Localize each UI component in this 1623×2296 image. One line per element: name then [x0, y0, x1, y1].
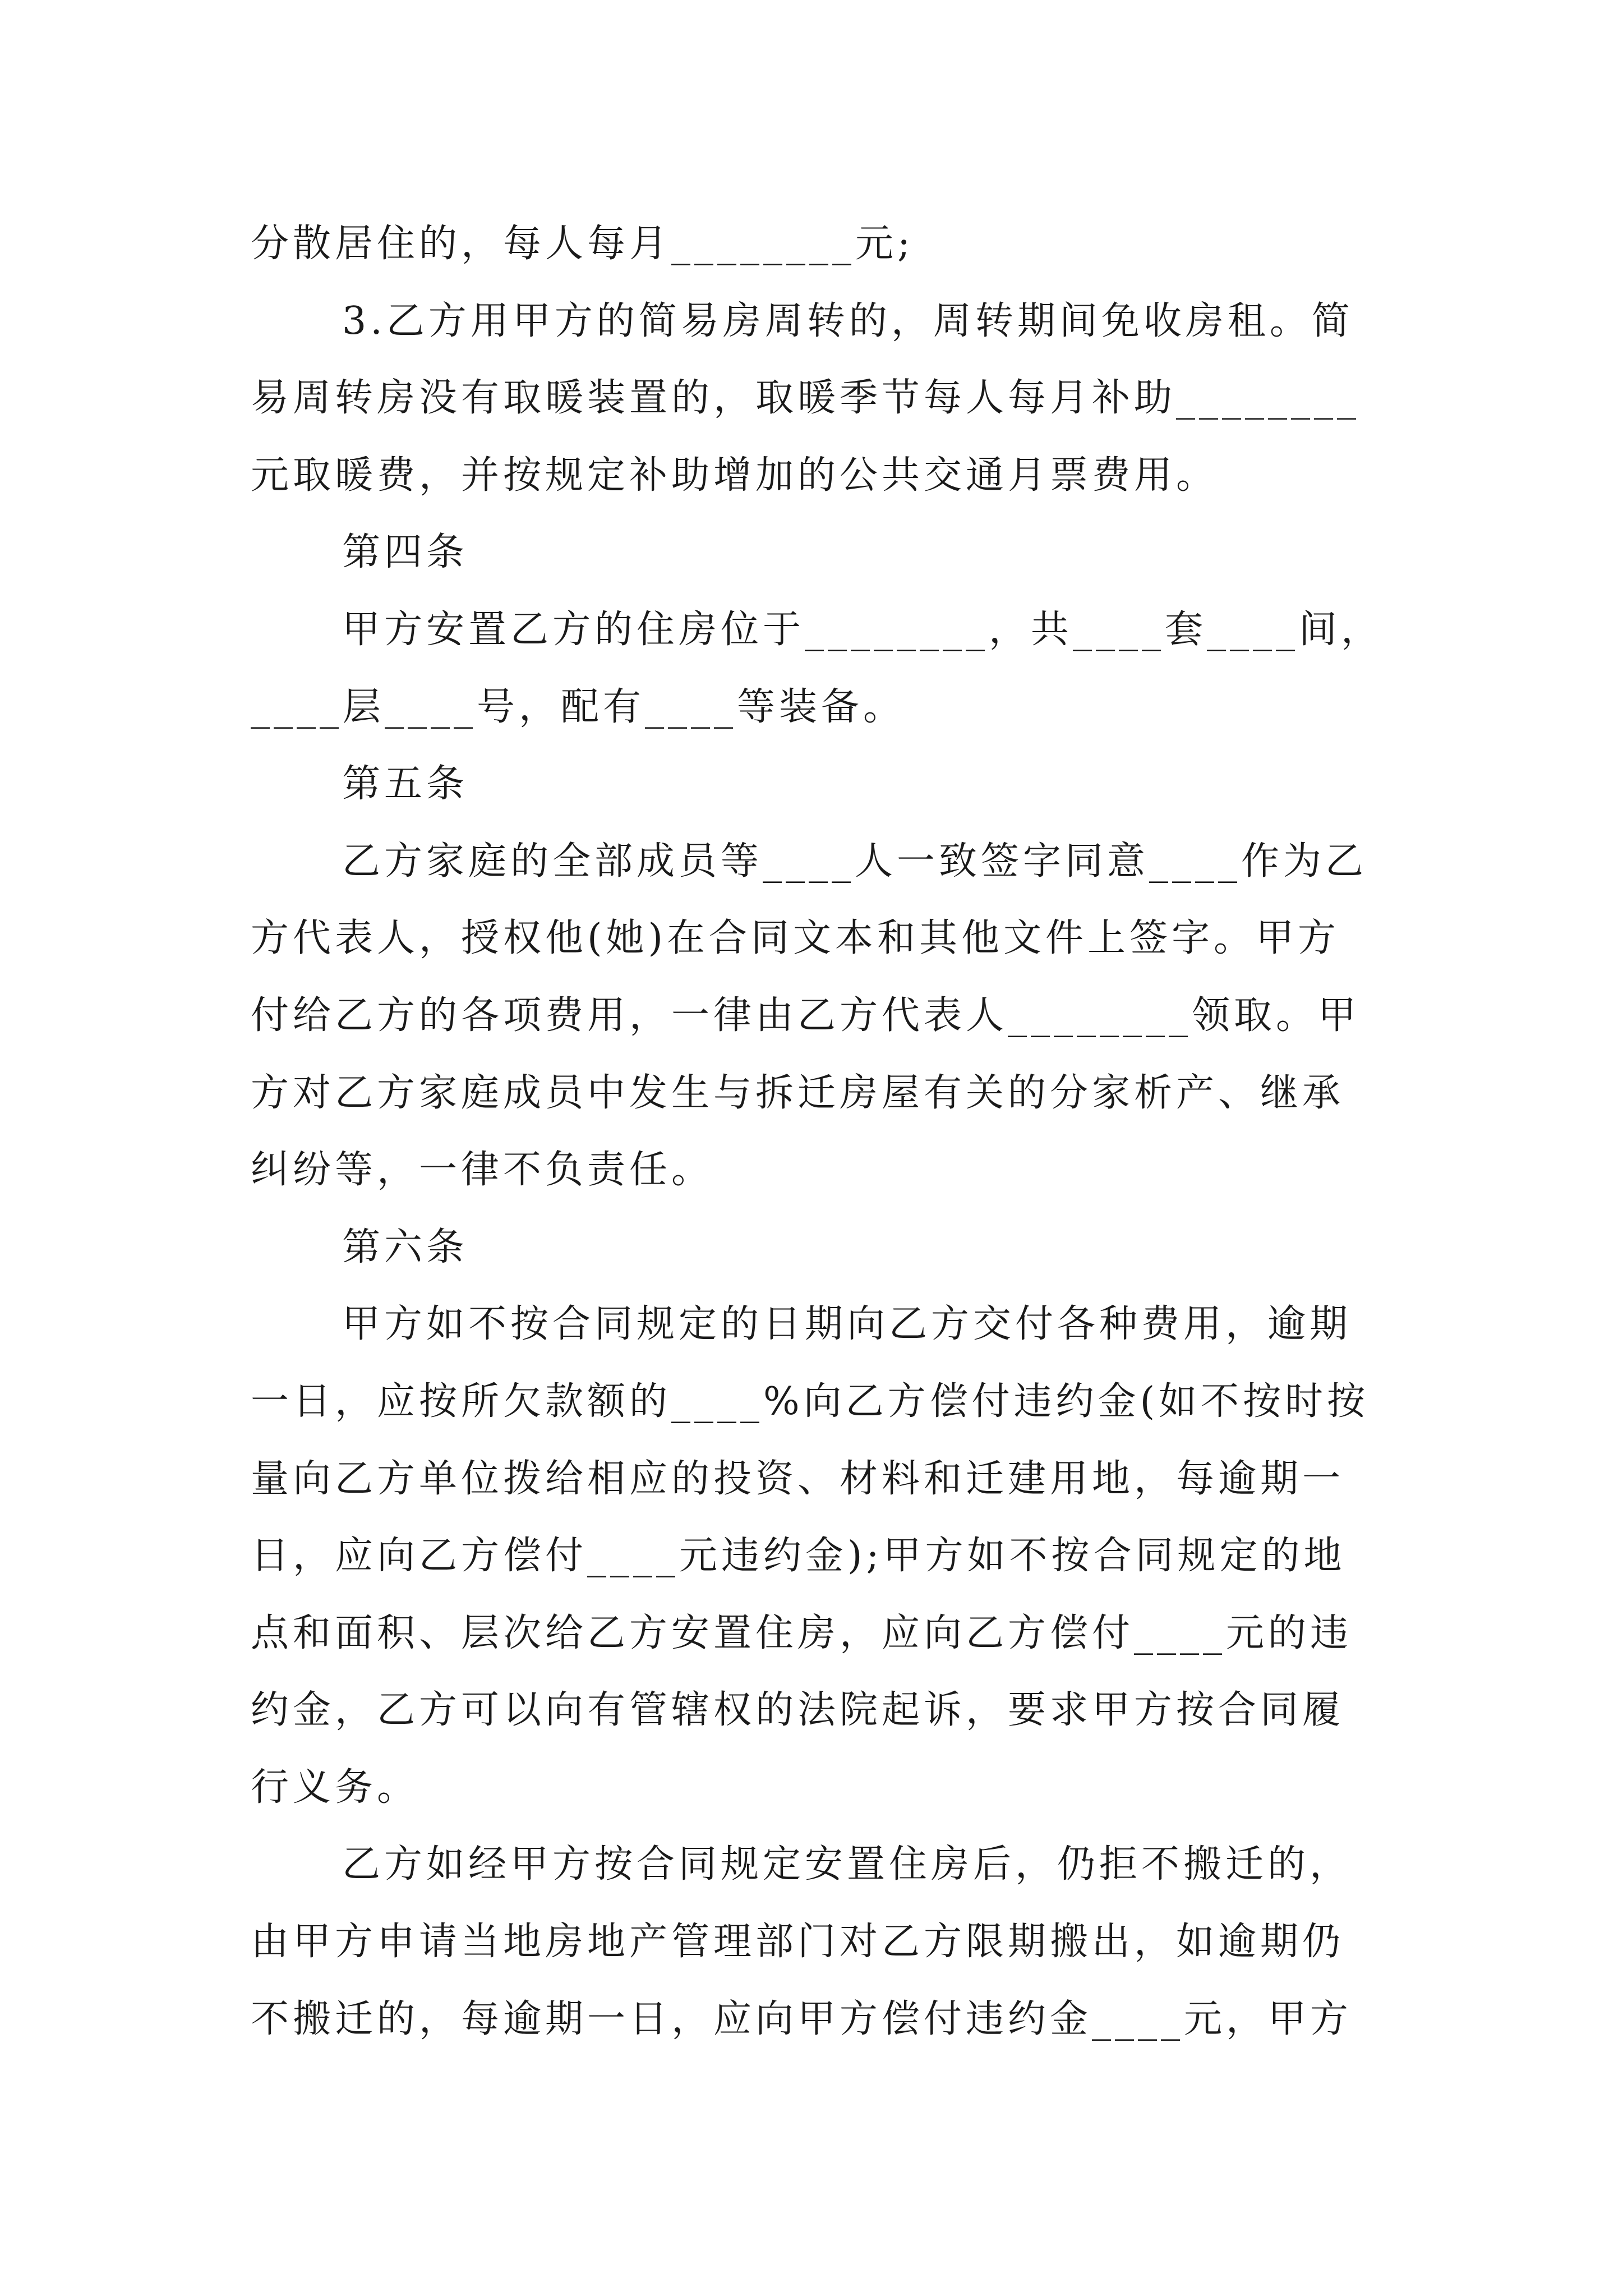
article-6-paragraph: 甲方如不按合同规定的日期向乙方交付各种费用，逾期: [342, 1302, 1352, 1347]
document-line: 量向乙方单位拨给相应的投资、材料和迁建用地，每逾期一: [251, 1456, 1345, 1501]
document-line: 元取暖费，并按规定补助增加的公共交通月票费用。: [251, 453, 1219, 498]
document-line: ____层____号，配有____等装备。: [251, 684, 906, 729]
document-line: 一日，应按所欠款额的____%向乙方偿付违约金(如不按时按: [251, 1379, 1370, 1424]
document-line: 纠纷等，一律不负责任。: [251, 1148, 714, 1193]
document-line: 行义务。: [251, 1765, 419, 1810]
article-6-paragraph-2: 乙方如经甲方按合同规定安置住房后，仍拒不搬迁的，: [342, 1842, 1352, 1887]
document-line: 由甲方申请当地房地产管理部门对乙方限期搬出，如逾期仍: [251, 1920, 1345, 1964]
article-5-heading: 第五条: [342, 762, 469, 807]
document-page: [251, 205, 1440, 2058]
document-line: 分散居住的，每人每月________元;: [251, 222, 914, 266]
article-5-paragraph: 乙方家庭的全部成员等____人一致签字同意____作为乙: [342, 839, 1368, 884]
article-4-paragraph: 甲方安置乙方的住房位于________，共____套____间，: [342, 607, 1384, 652]
article-4-heading: 第四条: [342, 530, 469, 575]
article-6-heading: 第六条: [342, 1225, 469, 1269]
document-line: 点和面积、层次给乙方安置住房，应向乙方偿付____元的违: [251, 1611, 1353, 1655]
document-line: 方对乙方家庭成员中发生与拆迁房屋有关的分家析产、继承: [251, 1070, 1345, 1115]
document-line: 易周转房没有取暖装置的，取暖季节每人每月补助________: [251, 376, 1361, 421]
clause-item-3: 3.乙方用甲方的简易房周转的，周转期间免收房租。简: [342, 298, 1354, 343]
document-line: 付给乙方的各项费用，一律由乙方代表人________领取。甲: [251, 993, 1361, 1038]
document-line: 日，应向乙方偿付____元违约金);甲方如不按合同规定的地: [251, 1534, 1346, 1579]
document-line: 方代表人，授权他(她)在合同文本和其他文件上签字。甲方: [251, 916, 1340, 961]
document-line: 约金，乙方可以向有管辖权的法院起诉，要求甲方按合同履: [251, 1688, 1345, 1733]
document-line: 不搬迁的，每逾期一日，应向甲方偿付违约金____元，甲方: [251, 1996, 1353, 2041]
